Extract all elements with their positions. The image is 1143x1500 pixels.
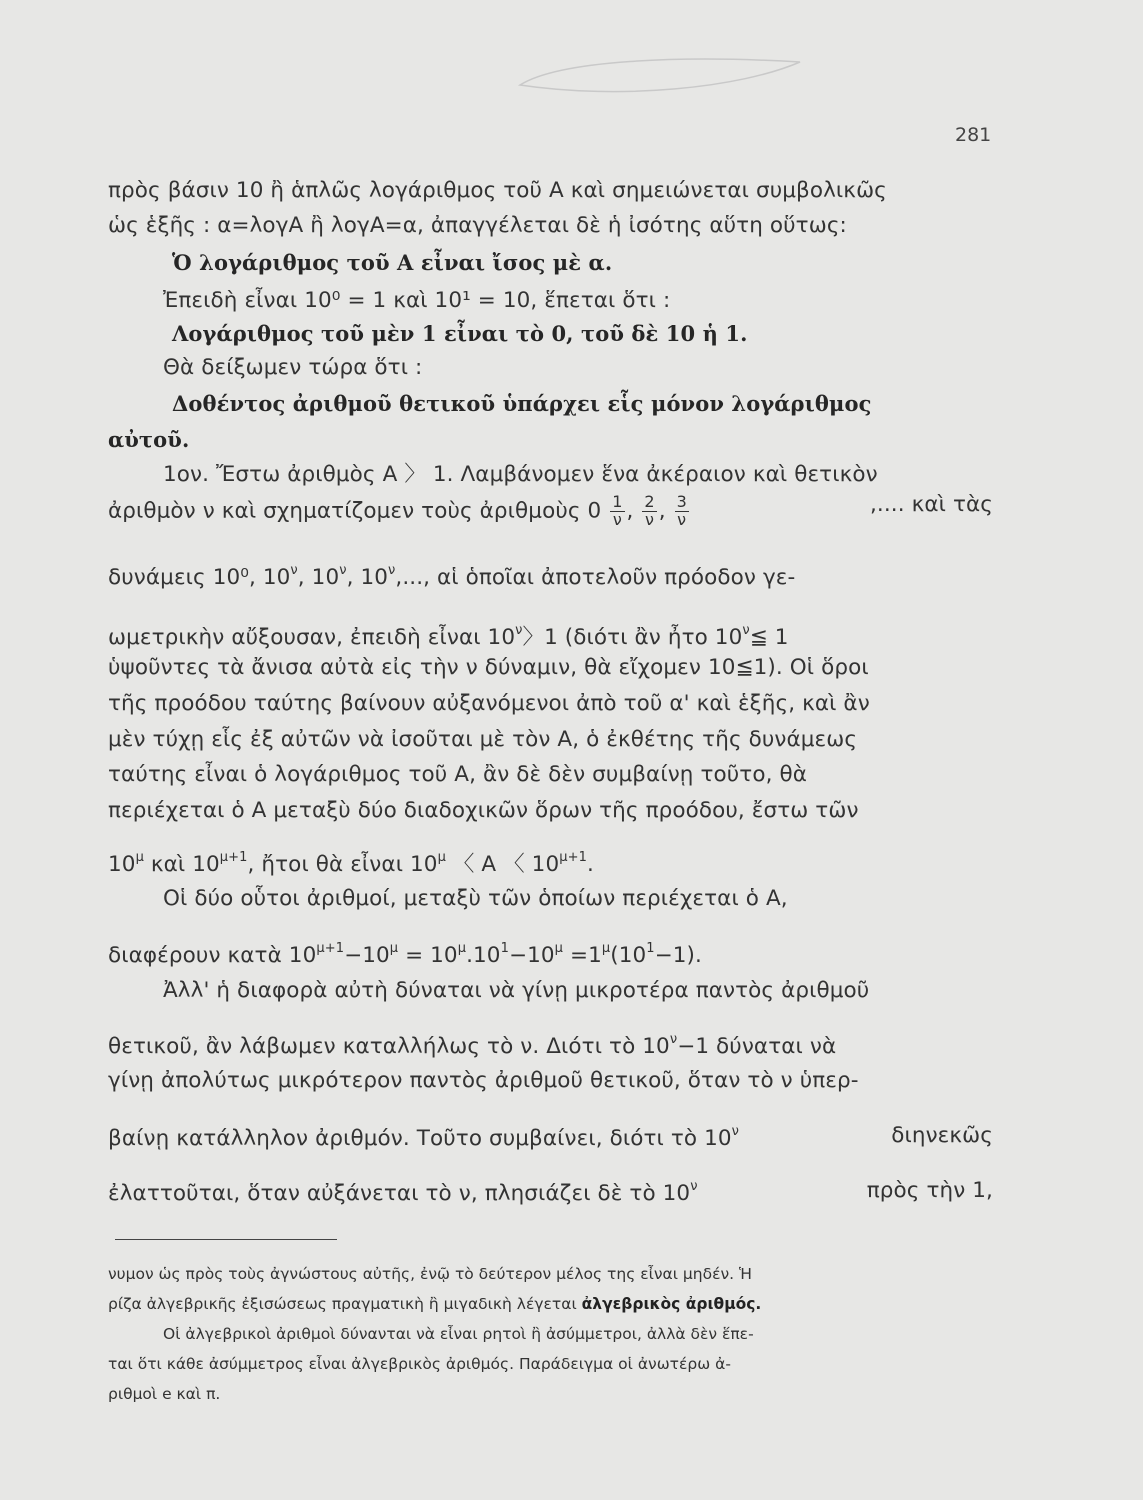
fraction: $\frac{1}{\nu}$ xyxy=(612,492,623,529)
text-line: διαφέρουν κατὰ $10^{\mu+1}-10^\mu = 10^\mu.10^1-10^\mu =1^\mu(10^1-1)$. xyxy=(108,941,702,968)
theorem-heading: Δοθέντος ἀριθμοῦ θετικοῦ ὑπάρχει εἷς μόνον λογάριθμος xyxy=(172,391,872,416)
text-line: ἀριθμὸν ν καὶ σχηματίζομεν τοὺς ἀριθμοὺς 0 $\frac{1}{\nu}$ , $\frac{2}{\nu}$ , $\frac{3}{\nu}$ ,.... καὶ τὰς xyxy=(108,492,993,529)
footnote-line: νυμον ὡς πρὸς τοὺς ἀγνώστους αὐτῆς, ἐνῷ τὸ δεύτερον μέλος της εἶναι μηδέν. Ἡ xyxy=(108,1265,752,1283)
text-line: Οἱ δύο οὗτοι ἀριθμοί, μεταξὺ τῶν ὁποίων περιέχεται ὁ Α, xyxy=(163,886,788,911)
theorem-heading: Ὁ λογάριθμος τοῦ Α εἶναι ἴσος μὲ α. xyxy=(172,250,613,275)
text-line: θετικοῦ, ἂν λάβωμεν καταλλήλως τὸ ν. Διότι τὸ $10^\nu-1$ δύναται νὰ xyxy=(108,1032,837,1059)
text-line: βαίνῃ κατάλληλον ἀριθμόν. Τοῦτο συμβαίνει, διότι τὸ $10^\nu$ διηνεκῶς xyxy=(108,1123,993,1151)
text-line: πρὸς βάσιν 10 ἢ ἁπλῶς λογάριθμος τοῦ Α καὶ σημειώνεται συμβολικῶς xyxy=(108,178,887,203)
text-line: Ἐπειδὴ εἶναι 10⁰ = 1 καὶ 10¹ = 10, ἕπεται ὅτι : xyxy=(163,288,671,313)
theorem-heading: αὐτοῦ. xyxy=(108,427,190,452)
footnote-rule xyxy=(115,1239,337,1240)
text-line: τῆς προόδου ταύτης βαίνουν αὐξανόμενοι ἀπὸ τοῦ α' καὶ ἑξῆς, καὶ ἂν xyxy=(108,691,870,716)
text-line: $10^\mu$ καὶ $10^{\mu+1}$, ἤτοι θὰ εἶναι $10^\mu$ 〈 Α 〈 $10^{\mu+1}$. xyxy=(108,850,594,877)
text-line: περιέχεται ὁ Α μεταξὺ δύο διαδοχικῶν ὅρων τῆς προόδου, ἔστω τῶν xyxy=(108,798,859,823)
text-line: μὲν τύχῃ εἷς ἐξ αὐτῶν νὰ ἰσοῦται μὲ τὸν Α, ὁ ἐκθέτης τῆς δυνάμεως xyxy=(108,727,858,752)
text-line: γίνῃ ἀπολύτως μικρότερον παντὸς ἀριθμοῦ θετικοῦ, ὅταν τὸ ν ὑπερ- xyxy=(108,1068,859,1093)
text-line: ἐλαττοῦται, ὅταν αὐξάνεται τὸ ν, πλησιάζει δὲ τὸ $10^\nu$ πρὸς τὴν 1, xyxy=(108,1178,993,1206)
footnote-line: Οἱ ἀλγεβρικοὶ ἀριθμοὶ δύνανται νὰ εἶναι ρητοὶ ἢ ἀσύμμετροι, ἀλλὰ δὲν ἕπε- xyxy=(163,1325,754,1343)
text-line: 1ον. Ἔστω ἀριθμὸς Α 〉 1. Λαμβάνομεν ἕνα ἀκέραιον καὶ θετικὸν xyxy=(163,462,878,487)
text-line: ὑψοῦντες τὰ ἄνισα αὐτὰ εἰς τὴν ν δύναμιν, θὰ εἴχομεν 10≦1). Οἱ ὅροι xyxy=(108,655,869,680)
text-line: Θὰ δείξωμεν τώρα ὅτι : xyxy=(163,355,423,380)
fraction: $\frac{2}{\nu}$ xyxy=(644,492,655,529)
text-line: ταύτης εἶναι ὁ λογάριθμος τοῦ Α, ἂν δὲ δὲν συμβαίνῃ τοῦτο, θὰ xyxy=(108,762,808,787)
text-line: δυνάμεις 10⁰, $10^\nu$, $10^\nu$, $10^\nu$,..., αἱ ὁποῖαι ἀποτελοῦν πρόοδον γε- xyxy=(108,563,796,590)
page-number: 281 xyxy=(955,124,992,146)
footnote-line: ριθμοὶ e καὶ π. xyxy=(108,1385,221,1403)
text-line: Ἀλλ' ἡ διαφορὰ αὐτὴ δύναται νὰ γίνῃ μικροτέρα παντὸς ἀριθμοῦ xyxy=(163,978,870,1003)
theorem-heading: Λογάριθμος τοῦ μὲν 1 εἶναι τὸ 0, τοῦ δὲ 10 ἡ 1. xyxy=(172,321,748,346)
footnote-line: ρίζα ἀλγεβρικῆς ἐξισώσεως πραγματικὴ ἢ μιγαδικὴ λέγεται ἀλγεβρικὸς ἀριθμός. xyxy=(108,1295,762,1313)
text-line: ὡς ἑξῆς : α=λογΑ ἢ λογΑ=α, ἀπαγγέλεται δὲ ἡ ἰσότης αὕτη οὕτως: xyxy=(108,213,847,238)
fraction: $\frac{3}{\nu}$ xyxy=(676,492,687,529)
pencil-mark xyxy=(0,0,1143,140)
footnote-line: ται ὅτι κάθε ἀσύμμετρος εἶναι ἀλγεβρικὸς ἀριθμός. Παράδειγμα οἱ ἀνωτέρω ἀ- xyxy=(108,1355,731,1373)
text-line: ωμετρικὴν αὔξουσαν, ἐπειδὴ εἶναι $10^\nu$〉1 (διότι ἂν ἦτο $10^\nu≦$ 1 xyxy=(108,623,789,650)
